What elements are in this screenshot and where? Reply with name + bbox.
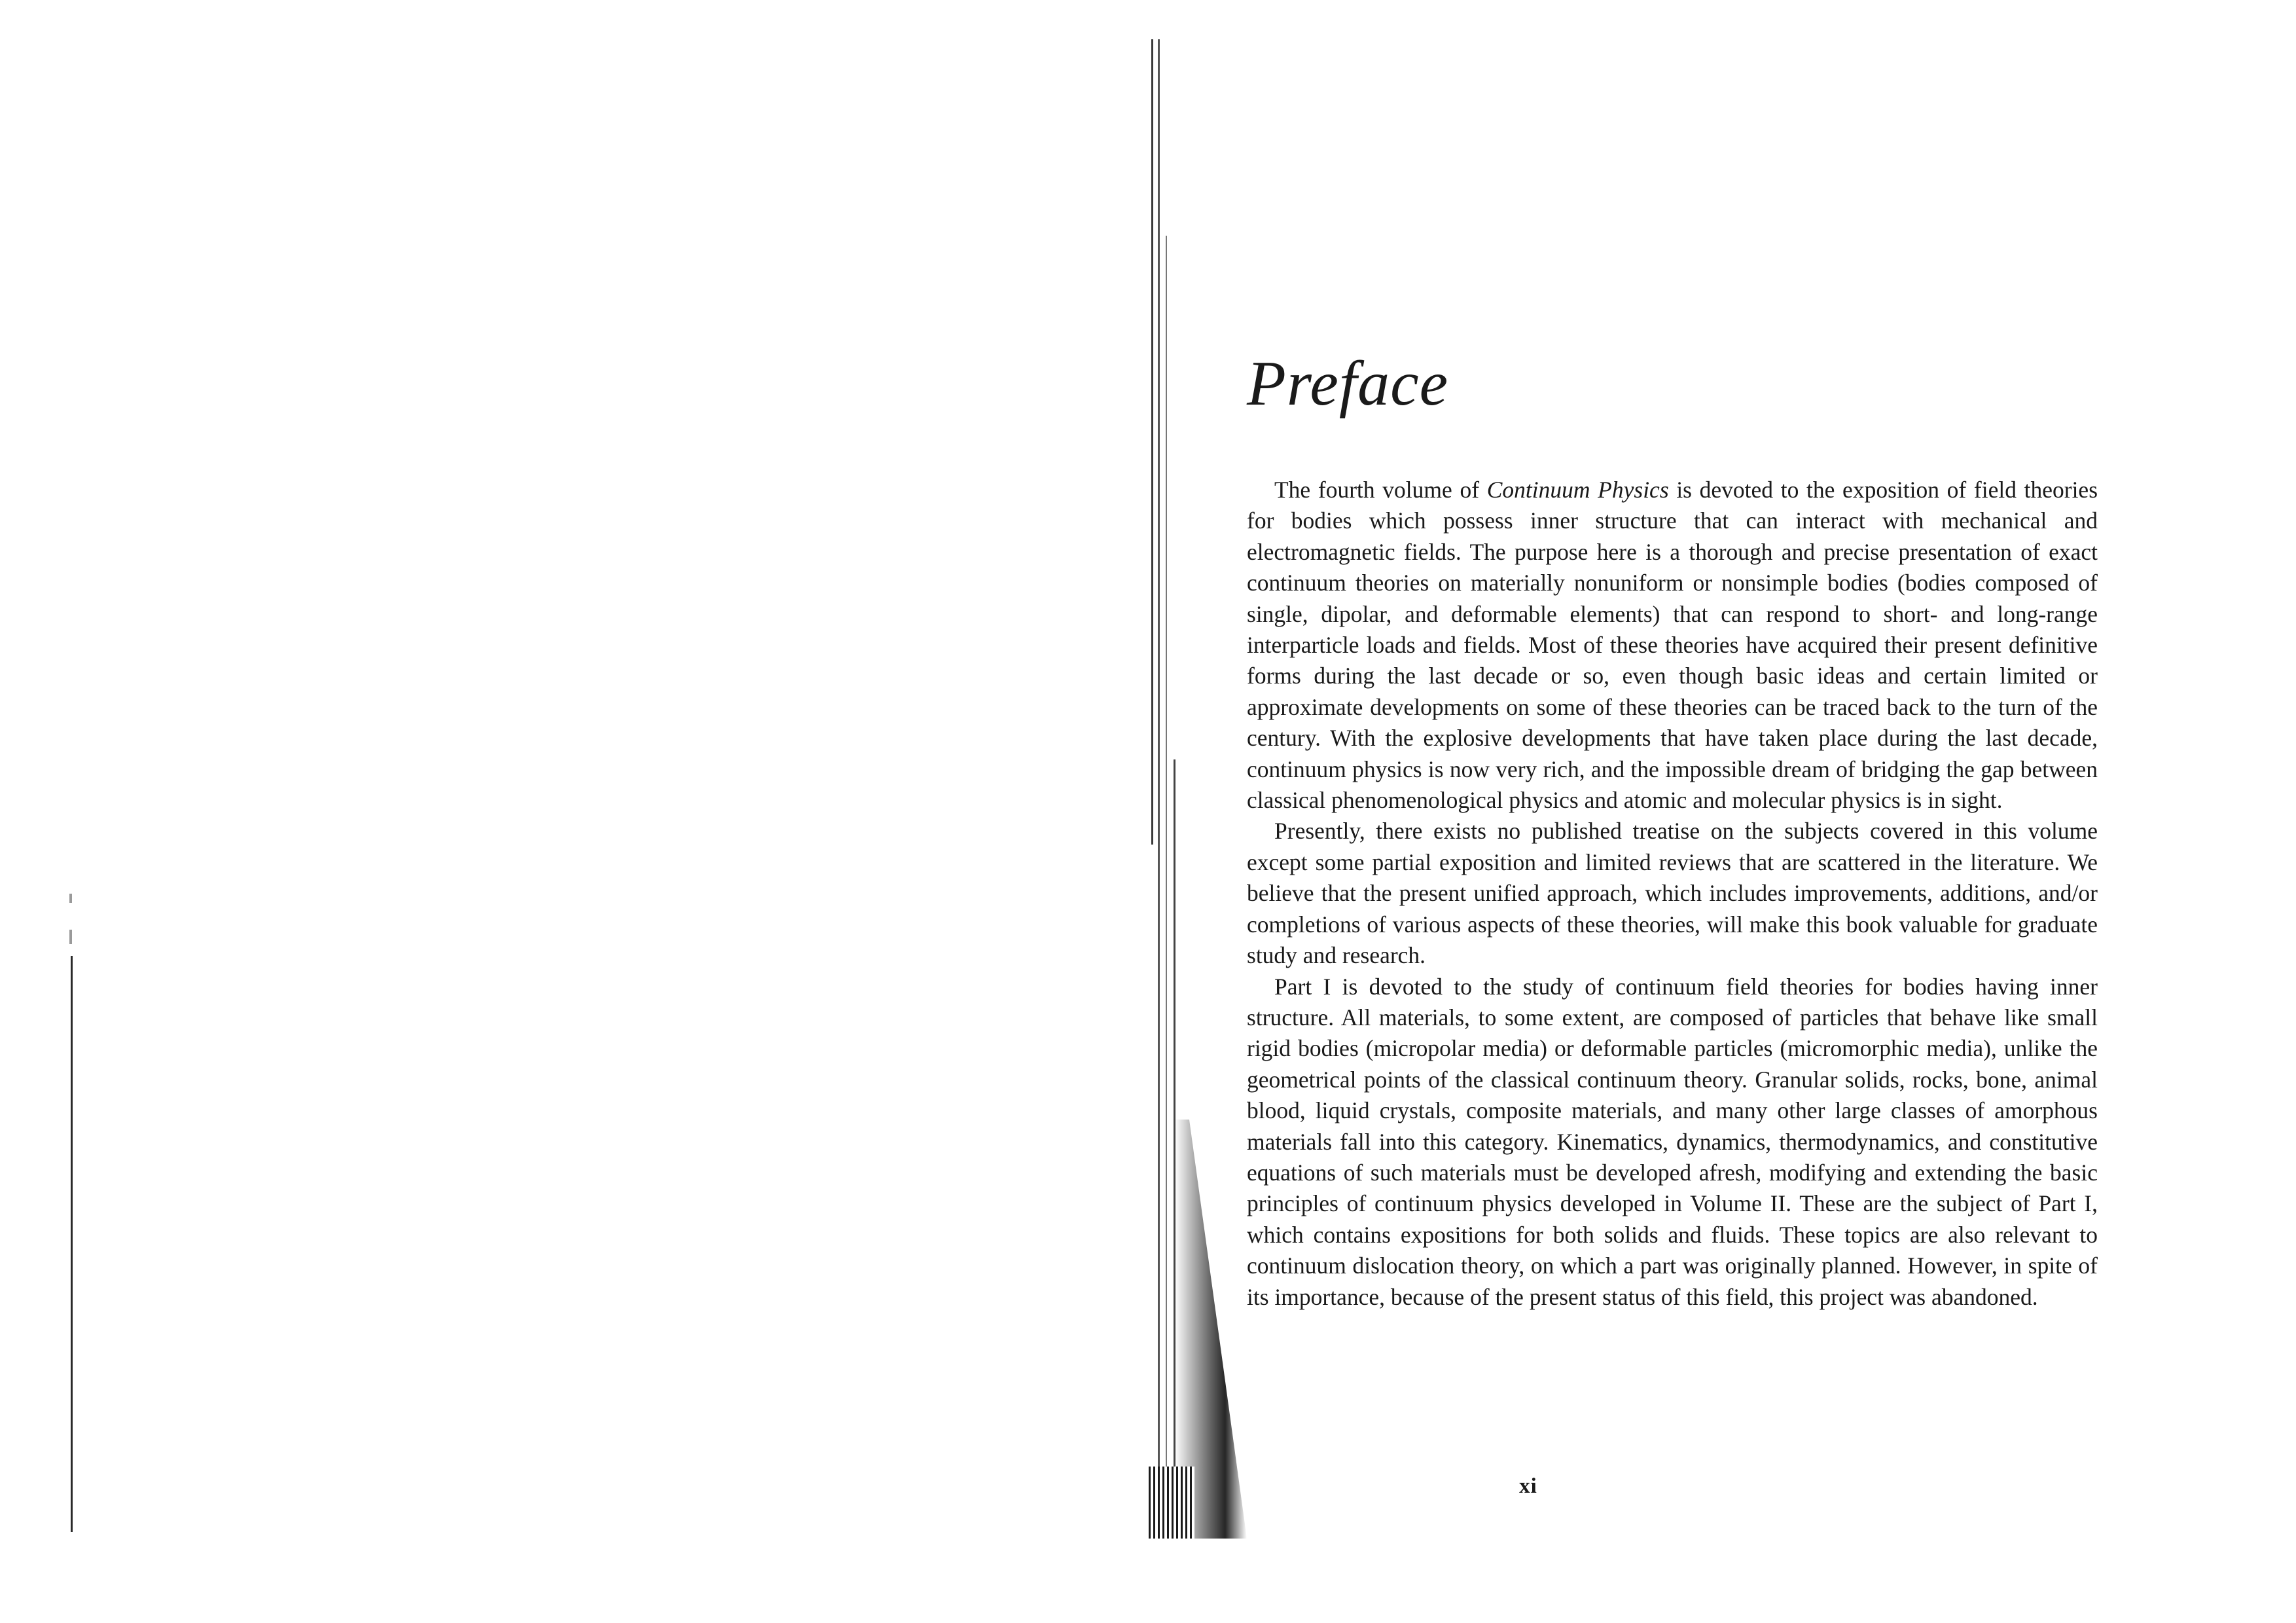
paragraph: Part I is devoted to the study of continuum field theories for bodies having inner structure. All materials, to some extent, are composed of particles that behave like small rigid bodies (micropolar media) or deformable particles (micromorphic media), unlike the geometrical points of the classical continuum theory. Granular solids, rocks, bone, animal blood, liquid crystals, composite materials, and many other large classes of amorphous materials fall into this category. Kinematics, dynamics, thermodynamics, and constitutive equations of such materials must be developed afresh, modifying and extending the basic principles of continuum physics developed in Volume II. These are the subject of Part I, which contains expositions for both solids and fluids. These topics are also relevant to continuum dislocation theory, on which a part was originally planned. However, in spite of its importance, because of the present status of this field, this project was abandoned. bbox=[1247, 973, 2098, 1310]
book-title: Continuum Physics bbox=[1486, 477, 1669, 503]
gutter-line bbox=[1158, 39, 1160, 1539]
paragraph-text: is devoted to the exposition of field theories for bodies which possess inner structure that can interact with mechanical and electromagnetic fields. The purpose here is a thorough and precise presentation of exact continuum theories on materially nonuniform or nonsimple bodies (bodies composed of single, dipolar, and deformable elements) that can respond to short- and long-range interparticle loads and fields. Most of these theories have acquired their present definitive forms during the last decade or so, even though basic ideas and certain limited or approximate developments on some of these theories can be traced back to the turn of the century. With the explosive developments that have taken place during the last decade, continuum physics is now very rich, and the impossible dream of bridging the gap between classical phenomenological physics and atomic and molecular physics is in sight. bbox=[1247, 477, 2098, 814]
page-title: Preface bbox=[1247, 348, 1449, 419]
paragraph bbox=[1247, 475, 2098, 816]
paragraph: Presently, there exists no published treatise on the subjects covered in this volume except some partial exposition and limited reviews that are scattered in the literature. We believe that the present unified approach, which includes improvements, additions, and/or completions of various aspects of these theories, will make this book valuable for graduate study and research. bbox=[1247, 818, 2098, 969]
preface-body bbox=[1247, 475, 2098, 1313]
book-gutter bbox=[1149, 39, 1234, 1539]
binding-edge-bars bbox=[1149, 1467, 1194, 1539]
gutter-line bbox=[1166, 236, 1167, 1539]
scan-edge-line bbox=[71, 956, 73, 1532]
right-page bbox=[1247, 0, 2104, 1623]
paragraph-text: The fourth volume of bbox=[1274, 477, 1487, 503]
scan-edge-mark bbox=[69, 930, 72, 944]
page-number: xi bbox=[1519, 1474, 1537, 1498]
scan-edge-mark bbox=[69, 894, 72, 903]
gutter-line bbox=[1151, 39, 1153, 845]
